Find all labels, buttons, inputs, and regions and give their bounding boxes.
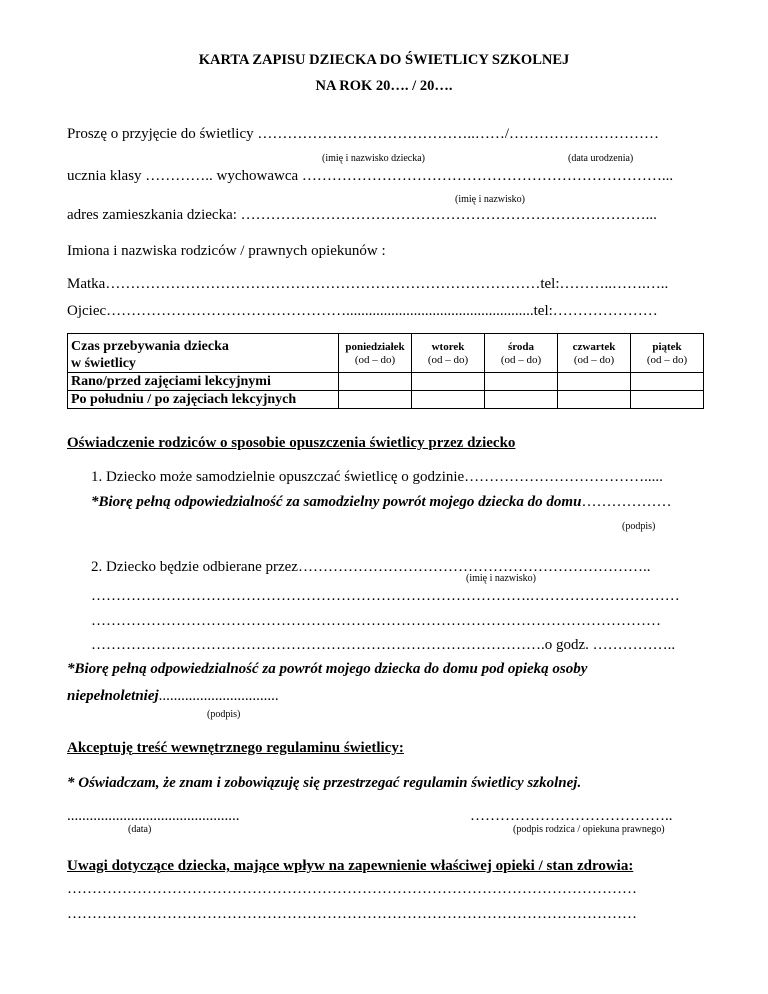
morning-monday-cell[interactable] bbox=[339, 373, 412, 391]
form-title-line1: KARTA ZAPISU DZIECKA DO ŚWIETLICY SZKOLNEJ bbox=[198, 52, 570, 68]
day-name: środa bbox=[507, 341, 535, 353]
date-dots[interactable]: .............................................. bbox=[67, 808, 240, 824]
parent-signature-dots[interactable]: ………………………………….. bbox=[470, 808, 673, 824]
morning-thursday-cell[interactable] bbox=[558, 373, 631, 391]
row-afternoon-label: Po południu / po zajęciach lekcyjnych bbox=[68, 391, 339, 409]
day-range: (od – do) bbox=[646, 354, 688, 366]
day-range: (od – do) bbox=[573, 354, 615, 366]
afternoon-wednesday-cell[interactable] bbox=[485, 391, 558, 409]
parent-signature-hint: (podpis rodzica / opiekuna prawnego) bbox=[513, 824, 665, 835]
item1-responsibility-text: *Biorę pełną odpowiedzialność za samodzielny powrót mojego dziecka do domu bbox=[91, 494, 582, 510]
address-line[interactable]: adres zamieszkania dziecka: ………………………………………………………………………... bbox=[67, 207, 657, 223]
mother-line[interactable]: Matka……………………………………………………………………………tel:………..…….….. bbox=[67, 276, 669, 292]
regulations-statement: * Oświadczam, że znam i zobowiązuję się przestrzegać regulamin świetlicy szkolnej. bbox=[67, 775, 582, 791]
schedule-table bbox=[67, 333, 704, 409]
item2-responsibility-line2[interactable] bbox=[67, 688, 279, 705]
afternoon-friday-cell[interactable] bbox=[631, 391, 704, 409]
remarks-heading: Uwagi dotyczące dziecka, mające wpływ na zapewnienie właściwej opieki / stan zdrowia: bbox=[67, 858, 634, 874]
schedule-label-line1: Czas przebywania dziecka bbox=[71, 339, 229, 354]
schedule-row-afternoon bbox=[68, 391, 704, 409]
father-line[interactable]: Ojciec…………………………………………..................................................tel:………………… bbox=[67, 303, 658, 319]
parents-heading: Imiona i nazwiska rodziców / prawnych opiekunów : bbox=[67, 243, 386, 259]
regulations-heading: Akceptuję treść wewnętrznego regulaminu świetlicy: bbox=[67, 740, 404, 756]
declaration-item1[interactable]: 1. Dziecko może samodzielnie opuszczać świetlicę o godzinie………………………………..... bbox=[91, 469, 663, 485]
declaration-item2[interactable]: 2. Dziecko będzie odbierane przez…………………………………………………………….. bbox=[91, 559, 651, 575]
day-name: poniedziałek bbox=[345, 341, 405, 353]
date-hint: (data) bbox=[128, 824, 152, 835]
item2-responsibility-word: niepełnoletniej bbox=[67, 688, 159, 704]
afternoon-monday-cell[interactable] bbox=[339, 391, 412, 409]
day-range: (od – do) bbox=[427, 354, 469, 366]
morning-wednesday-cell[interactable] bbox=[485, 373, 558, 391]
item2-dots-line3[interactable]: ……………………………………………………………………………….o godz. …………….. bbox=[91, 637, 676, 653]
item2-signature-dots[interactable]: ................................ bbox=[158, 688, 279, 704]
child-dob-hint: (data urodzenia) bbox=[568, 153, 634, 164]
item2-signature-hint: (podpis) bbox=[207, 709, 241, 720]
day-wednesday bbox=[485, 334, 558, 373]
row-morning-label: Rano/przed zajęciami lekcyjnymi bbox=[68, 373, 339, 391]
day-tuesday bbox=[412, 334, 485, 373]
item2-dots-line1[interactable]: …………………………………………………………………………….………………………… bbox=[91, 588, 680, 604]
day-name: czwartek bbox=[572, 341, 616, 353]
day-name: wtorek bbox=[431, 341, 465, 353]
item1-signature-dots[interactable]: ……………… bbox=[581, 494, 672, 510]
form-title-line2: NA ROK 20…. / 20…. bbox=[315, 78, 453, 94]
afternoon-tuesday-cell[interactable] bbox=[412, 391, 485, 409]
schedule-row-morning bbox=[68, 373, 704, 391]
item1-signature-hint: (podpis) bbox=[622, 521, 656, 532]
declaration-heading: Oświadczenie rodziców o sposobie opuszczenia świetlicy przez dziecko bbox=[67, 435, 516, 451]
day-name: piątek bbox=[652, 341, 682, 353]
day-range: (od – do) bbox=[500, 354, 542, 366]
child-request-line[interactable]: Proszę o przyjęcie do świetlicy ……………………………………..……/………………………… bbox=[67, 126, 660, 142]
day-range: (od – do) bbox=[354, 354, 396, 366]
class-teacher-line[interactable]: ucznia klasy ………….. wychowawca ………………………………………………………………... bbox=[67, 168, 674, 184]
day-friday bbox=[631, 334, 704, 373]
schedule-label bbox=[68, 334, 339, 373]
day-monday bbox=[339, 334, 412, 373]
remarks-line1[interactable]: …………………………………………………………………………………………………… bbox=[67, 881, 637, 897]
day-thursday bbox=[558, 334, 631, 373]
afternoon-thursday-cell[interactable] bbox=[558, 391, 631, 409]
child-name-hint: (imię i nazwisko dziecka) bbox=[322, 153, 426, 164]
morning-tuesday-cell[interactable] bbox=[412, 373, 485, 391]
schedule-header-row bbox=[68, 334, 704, 373]
teacher-name-hint: (imię i nazwisko) bbox=[455, 194, 525, 205]
item2-name-hint: (imię i nazwisko) bbox=[466, 573, 536, 584]
item2-dots-line2[interactable]: …………………………………………………………………………………………………… bbox=[91, 613, 661, 629]
declaration-item1-responsibility[interactable] bbox=[91, 494, 671, 511]
item2-responsibility-line1: *Biorę pełną odpowiedzialność za powrót mojego dziecka do domu pod opieką osoby bbox=[67, 661, 588, 677]
remarks-line2[interactable]: …………………………………………………………………………………………………… bbox=[67, 906, 637, 922]
morning-friday-cell[interactable] bbox=[631, 373, 704, 391]
schedule-label-line2: w świetlicy bbox=[71, 356, 136, 371]
